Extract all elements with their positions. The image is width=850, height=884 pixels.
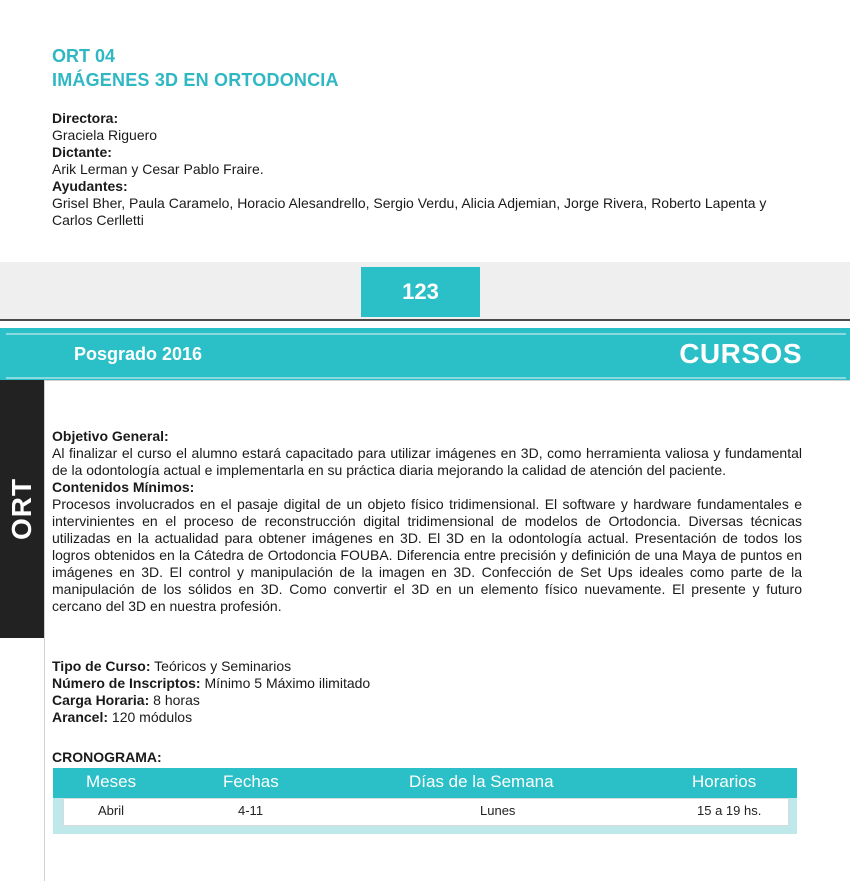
objetivo-label: Objetivo General: [52, 428, 169, 444]
tipo-label: Tipo de Curso: [52, 658, 151, 674]
tipo-row [52, 658, 802, 675]
posgrado-label: Posgrado 2016 [74, 344, 203, 364]
course-code: ORT 04 [52, 46, 116, 66]
page-number: 123 [361, 267, 480, 317]
objetivo-text: Al finalizar el curso el alumno estará capacitado para utilizar imágenes en 3D, como herramienta valiosa y fundamental de la odontología actual e implementarla en su práctica diaria mejorando la calidad de atención del paciente. [52, 445, 802, 478]
ayudantes-names-line2: Carlos Cerlletti [52, 212, 144, 228]
side-tab-text: ORT [6, 477, 38, 541]
arancel-row [52, 709, 802, 726]
table-row [63, 798, 789, 826]
objetivo-section [52, 428, 802, 615]
inscriptos-value: Mínimo 5 Máximo ilimitado [200, 675, 371, 691]
tipo-value: Teóricos y Seminarios [150, 658, 292, 674]
cell-mes: Abril [98, 803, 125, 818]
course-title: IMÁGENES 3D EN ORTODONCIA [52, 70, 339, 90]
carga-label: Carga Horaria: [52, 692, 150, 708]
staff-section [52, 110, 802, 229]
cell-horarios: 15 a 19 hs. [697, 803, 762, 818]
inscriptos-label: Número de Inscriptos: [52, 675, 201, 691]
arancel-label: Arancel: [52, 709, 109, 725]
side-tab-label [0, 380, 44, 638]
contenidos-label: Contenidos Mínimos: [52, 479, 195, 495]
directora-label: Directora: [52, 110, 119, 126]
divider-rule [0, 319, 850, 321]
cursos-label: CURSOS [679, 338, 802, 369]
dictante-label: Dictante: [52, 144, 112, 160]
contenidos-text: Procesos involucrados en el pasaje digital de un objeto físico tridimensional. El software y hardware fundamentales e intervinientes en el proceso de reconstrucción digital tridimensional de modelos de Ortodoncia. Diversas técnicas utilizadas en la actualidad para obtener imágenes en 3D. El 3D en la odontología actual. Presentación de todos los logros obtenidos en la Cátedra de Ortodoncia FOUBA. Diferencia entre precisión y definición de una Maya de puntos en imágenes en 3D. El control y manipulación de la imagen en 3D. Confección de Set Ups ideales como parte de la manipulación de los sólidos en 3D. Como convertir el 3D en un elemento físico nuevamente. El presente y futuro cercano del 3D en nuestra profesión. [52, 496, 802, 614]
col-header-meses: Meses [86, 772, 137, 791]
cronograma-label: CRONOGRAMA: [52, 749, 162, 765]
col-header-fechas: Fechas [223, 772, 279, 791]
cell-dias: Lunes [480, 803, 516, 818]
carga-value: 8 horas [149, 692, 200, 708]
carga-row [52, 692, 802, 709]
cell-fechas: 4-11 [238, 803, 264, 818]
ayudantes-names-line1: Grisel Bher, Paula Caramelo, Horacio Alesandrello, Sergio Verdu, Alicia Adjemian, Jorge Rivera, Roberto Lapenta y [52, 195, 767, 211]
details-section [52, 658, 802, 726]
dictante-names: Arik Lerman y Cesar Pablo Fraire. [52, 161, 264, 177]
directora-name: Graciela Riguero [52, 127, 158, 143]
inscriptos-row [52, 675, 802, 692]
ayudantes-label: Ayudantes: [52, 178, 128, 194]
col-header-horarios: Horarios [692, 772, 757, 791]
arancel-value: 120 módulos [108, 709, 193, 725]
col-header-dias: Días de la Semana [409, 772, 554, 791]
